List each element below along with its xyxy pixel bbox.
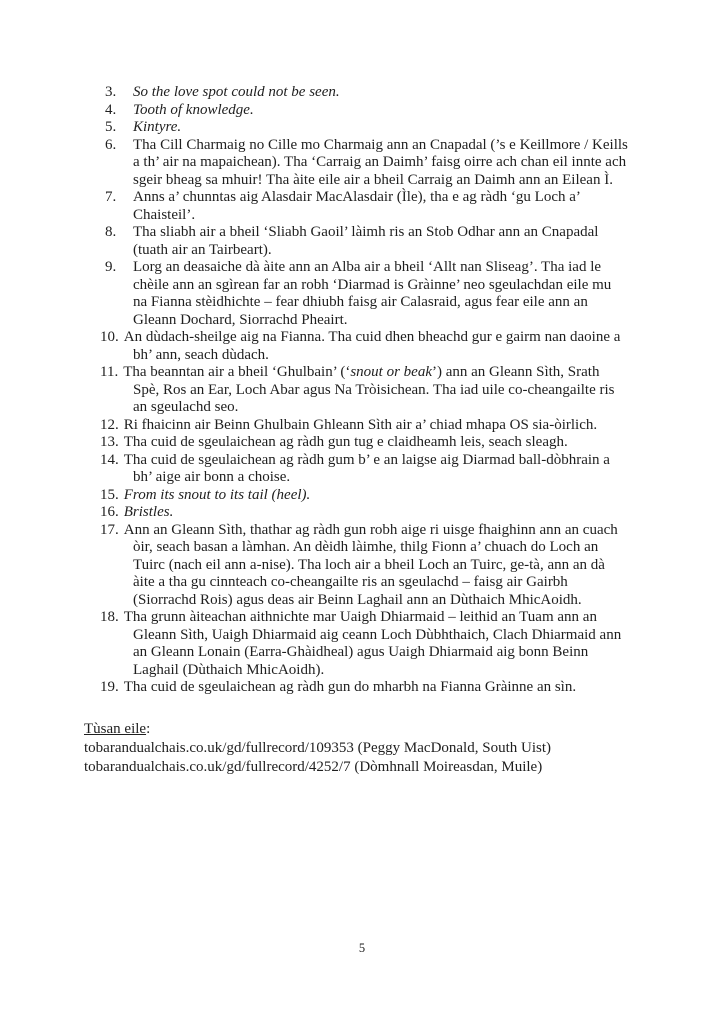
list-item-number: 7. [105,189,117,205]
source-link: tobarandualchais.co.uk/gd/fullrecord/109353 (Peggy MacDonald, South Uist) [84,739,551,756]
list-item [100,679,628,697]
list-item-text: ’) ann an Gleann Sìth, Srath Spè, Ros an Ear, Loch Abar agus Na Tròisichean. Tha iad uile co-cheangailte ris an sgeulachd seo. [133,364,615,415]
list-item-text: Ri fhaicinn air Beinn Ghulbain Ghleann Sìth air a’ chiad mhapa OS sia-òirlich. [123,416,598,433]
numbered-list [84,84,628,697]
list-item [100,224,628,259]
list-item [100,452,628,487]
list-item-text-italic: snout or beak [350,364,432,380]
list-item-text-italic: So the love spot could not be seen. [133,84,340,100]
list-item-number: 5. [105,119,117,135]
list-item-number: 19. [100,679,119,695]
list-item-number: 12. [100,416,119,433]
list-item-text: Ann an Gleann Sìth, thathar ag ràdh gun robh aige ri uisge fhaighinn ann an cuach òir, seach basan a làmhan. An dèidh làimhe, thilg Fionn a’ chuach do Loch an Tuirc (nach eil ann a-nise). Tha loch air a bheil Loch an Tuirc, ge-tà, ann an dà àite a tha gu cinnteach co-cheangailte ris an sgeulachd – faisg air Gairbh (Siorrachd Rois) agus deas air Beinn Laghail ann an Dùthaich MhicAoidh. [123,521,618,608]
list-item-number: 6. [105,136,117,153]
list-item [100,189,628,224]
list-item [100,364,628,417]
list-item-text-italic: From its snout to its tail (heel). [123,486,311,503]
list-item-number: 15. [100,486,119,503]
list-item-number: 11. [100,364,119,380]
list-item [100,434,628,452]
list-item-text-italic: Bristles. [123,504,174,520]
list-item-text: Tha beanntan air a bheil ‘Ghulbain’ (‘ [123,364,351,380]
list-item [100,102,628,120]
list-item-text: An dùdach-sheilge aig na Fianna. Tha cuid dhen bheachd gur e gairm nan daoine a bh’ ann, seach dùdach. [123,329,621,363]
list-item-text: Tha grunn àiteachan aithnichte mar Uaigh Dhiarmaid – leithid an Tuam ann an Gleann Sìth, Uaigh Dhiarmaid aig ceann Loch Dùbhthaich, Clach Dhiarmaid ann an Gleann Lonain (Earra-Ghàidheal) agus Uaigh Dhiarmaid aig bonn Beinn Laghail (Dùthaich MhicAoidh). [123,609,622,678]
list-item-text: Lorg an deasaiche dà àite ann an Alba air a bheil ‘Allt nan Sliseag’. Tha iad le chèile ann an sgìrean far an robh ‘Diarmad is Gràinne’ neo sgeulachdan eile mu na Fianna stèidhichte – fear dhiubh faisg air Calasraid, agus fear eile ann an Gleann Dochard, Siorrachd Pheairt. [133,259,612,328]
list-item [100,259,628,329]
sources-section [84,720,636,777]
list-item-text: Tha cuid de sgeulaichean ag ràdh gum b’ e an laigse aig Diarmad ball-dòbhrain a bh’ aige air bonn a choise. [123,451,610,485]
list-item-text: Tha sliabh air a bheil ‘Sliabh Gaoil’ làimh ris an Stob Odhar ann an Cnapadal (tuath air an Tairbeart). [133,224,599,258]
list-item [100,84,628,102]
sources-heading-colon: : [146,720,151,737]
list-item-text: Tha cuid de sgeulaichean ag ràdh gun tug e claidheamh leis, seach sleagh. [123,434,568,450]
sources-heading [84,720,636,739]
list-item-number: 17. [100,521,119,538]
list-item [100,522,628,610]
page-number: 5 [358,941,366,955]
list-item-number: 18. [100,609,119,625]
list-item [100,487,628,505]
list-item-text: Anns a’ chunntas aig Alasdair MacAlasdair (Ìle), tha e ag ràdh ‘gu Loch a’ Chaisteil’. [133,189,580,223]
list-item-number: 14. [100,451,119,468]
list-item [100,137,628,190]
list-item-text-italic: Tooth of knowledge. [133,101,254,118]
list-item-number: 3. [105,84,117,100]
list-item-number: 4. [105,101,117,118]
list-item-number: 16. [100,504,119,520]
list-item [100,329,628,364]
list-item [100,417,628,435]
list-item-text: Tha Cill Charmaig no Cille mo Charmaig ann an Cnapadal (’s e Keillmore / Keills a th’ air na mapaichean). Tha ‘Carraig an Daimh’ faisg oirre ach chan eil innte ach sgeir bheag sa mhuir! Tha àite eile air a bheil Carraig an Daimh ann an Eilean Ì. [133,136,628,188]
source-link: tobarandualchais.co.uk/gd/fullrecord/4252/7 (Dòmhnall Moireasdan, Muile) [84,758,543,775]
list-item-number: 8. [105,224,117,240]
list-item-number: 13. [100,434,119,450]
list-item [100,504,628,522]
list-item-number: 10. [100,329,119,345]
list-item-number: 9. [105,259,117,275]
list-item-text-italic: Kintyre. [133,119,182,135]
list-item [100,609,628,679]
list-item [100,119,628,137]
sources-heading-text: Tùsan eile [84,720,147,737]
list-item-text: Tha cuid de sgeulaichean ag ràdh gun do mharbh na Fianna Gràinne an sìn. [123,679,577,695]
